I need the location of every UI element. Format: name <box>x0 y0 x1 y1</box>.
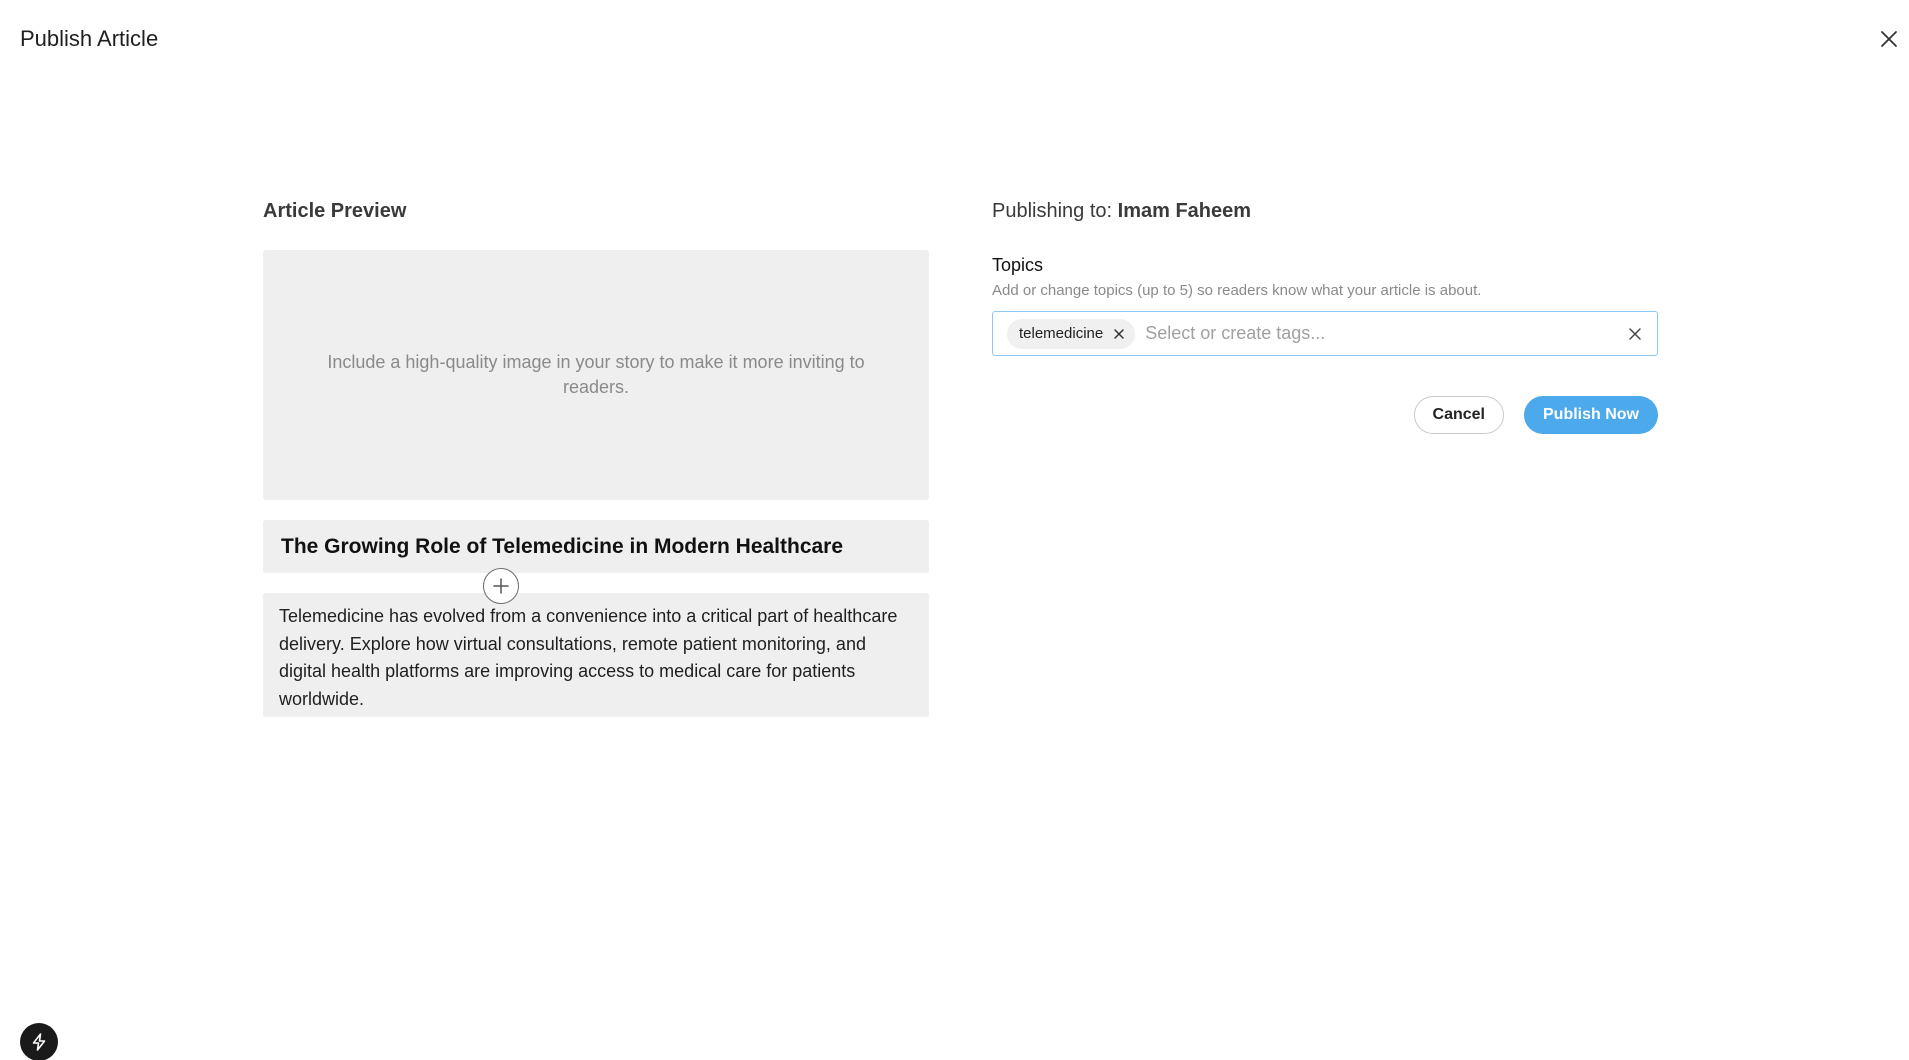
dialog-actions <box>992 396 1658 434</box>
close-button[interactable] <box>1874 24 1904 54</box>
publishing-to-label: Publishing to: <box>992 200 1113 222</box>
article-title: The Growing Role of Telemedicine in Modern Healthcare <box>281 534 844 558</box>
quick-action-button[interactable] <box>20 1023 58 1060</box>
article-title-field[interactable] <box>263 520 929 573</box>
plus-icon <box>492 577 510 595</box>
publish-now-button[interactable]: Publish Now <box>1524 396 1658 434</box>
tag-chip <box>1007 319 1135 349</box>
topics-tag-field[interactable] <box>992 311 1658 356</box>
cancel-button[interactable]: Cancel <box>1414 396 1504 434</box>
image-placeholder-text: Include a high-quality image in your story to make it more inviting to readers. <box>327 352 865 397</box>
tag-chip-label: telemedicine <box>1019 325 1104 342</box>
topics-label: Topics <box>992 255 1044 275</box>
lightning-bolt-icon <box>29 1032 49 1052</box>
article-preview-panel <box>263 200 929 717</box>
remove-tag-button[interactable] <box>1111 326 1127 342</box>
topics-help-text: Add or change topics (up to 5) so readers know what your article is about. <box>992 282 1482 299</box>
article-body: Telemedicine has evolved from a convenience into a critical part of healthcare delivery. Explore how virtual consultations, remote patient monitoring, and digital health platforms are improving access to medical care for patients worldwide. <box>279 606 898 709</box>
publishing-to <box>992 200 1658 230</box>
close-icon <box>1879 29 1899 49</box>
dialog-title: Publish Article <box>20 26 159 51</box>
x-icon <box>1113 328 1125 340</box>
image-upload-area[interactable] <box>263 250 929 500</box>
article-preview-heading: Article Preview <box>263 200 407 222</box>
publish-settings-panel <box>992 200 1658 434</box>
article-body-field[interactable] <box>263 593 929 717</box>
clear-tags-button[interactable] <box>1621 320 1649 348</box>
tag-search-input[interactable] <box>1145 323 1621 344</box>
publication-name: Imam Faheem <box>1117 200 1252 222</box>
clear-icon <box>1628 327 1642 341</box>
add-content-button[interactable] <box>483 568 519 604</box>
